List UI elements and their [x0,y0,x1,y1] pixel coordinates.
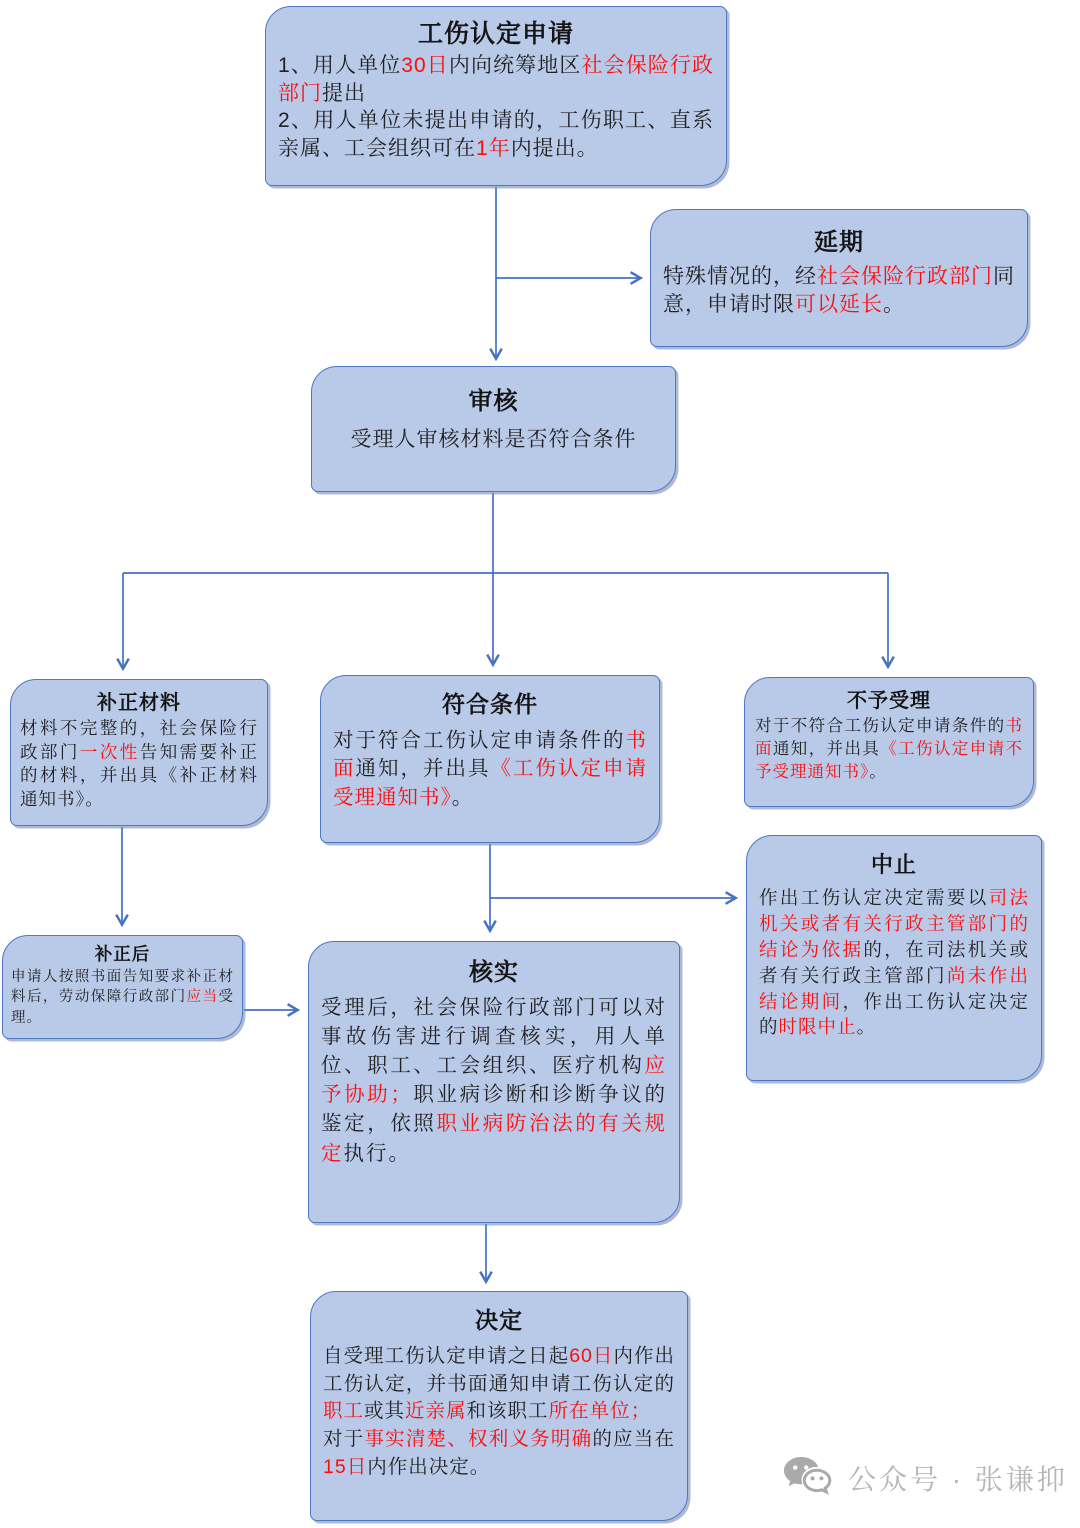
box-supplement-materials-body: 材料不完整的，社会保险行政部门一次性告知需要补正的材料，并出具《补正材料通知书》。 [20,718,259,809]
box-review-title: 审核 [468,388,519,415]
box-apply-title: 工伤认定申请 [417,20,574,48]
box-after-supplement [2,935,243,1039]
box-decision [310,1291,688,1521]
box-qualified [320,675,660,843]
box-decision-title: 决定 [475,1307,523,1333]
box-extension-title: 延期 [814,229,864,256]
watermark [782,1455,1068,1501]
box-rejected [744,677,1034,807]
box-qualified-title: 符合条件 [442,691,538,717]
box-suspend-body: 作出工伤认定决定需要以司法机关或者有关行政主管部门的结论为依据的，在司法机关或者有关行政主管部门尚未作出结论期间，作出工伤认定决定的时限中止。 [759,887,1029,1038]
box-suspend-title: 中止 [870,852,917,877]
box-supplement-materials-title: 补正材料 [97,692,181,714]
box-review [311,366,676,492]
box-rejected-title: 不予受理 [847,690,931,712]
box-apply [265,6,727,186]
watermark-label: 公众号 · 张谦抑 [848,1464,1068,1495]
box-after-supplement-title: 补正后 [94,944,151,964]
box-decision-body: 自受理工伤认定申请之日起60日内作出工伤认定，并书面通知申请工伤认定的职工或其近亲属和该职工所在单位； 对于事实清楚、权利义务明确的应当在15日内作出决定。 [323,1345,675,1478]
box-review-body: 受理人审核材料是否符合条件 [350,428,637,451]
box-extension-body: 特殊情况的，经社会保险行政部门同意，申请时限可以延长。 [663,265,1015,316]
box-verify-body: 受理后，社会保险行政部门可以对事故伤害进行调查核实，用人单位、职工、工会组织、医疗机构应予协助；职业病诊断和诊断争议的鉴定，依照职业病防治法的有关规定执行。 [321,996,668,1165]
box-verify-title: 核实 [469,959,519,986]
box-extension [650,209,1028,347]
wechat-icon [782,1455,834,1501]
box-verify [308,941,680,1223]
box-apply-body: 1、用人单位30日内向统筹地区社会保险行政部门提出 2、用人单位未提出申请的，工伤职工、直系亲属、工会组织可在1年内提出。 [278,54,715,161]
box-qualified-body: 对于符合工伤认定申请条件的书面通知，并出具《工伤认定申请受理通知书》。 [333,729,647,809]
connector-review-split [123,493,888,573]
box-rejected-body: 对于不符合工伤认定申请条件的书面通知，并出具《工伤认定申请不予受理通知书》。 [755,717,1024,781]
box-supplement-materials [10,679,268,826]
box-suspend [746,835,1042,1081]
box-after-supplement-body: 申请人按照书面告知要求补正材料后，劳动保障行政部门应当受理。 [11,969,235,1026]
